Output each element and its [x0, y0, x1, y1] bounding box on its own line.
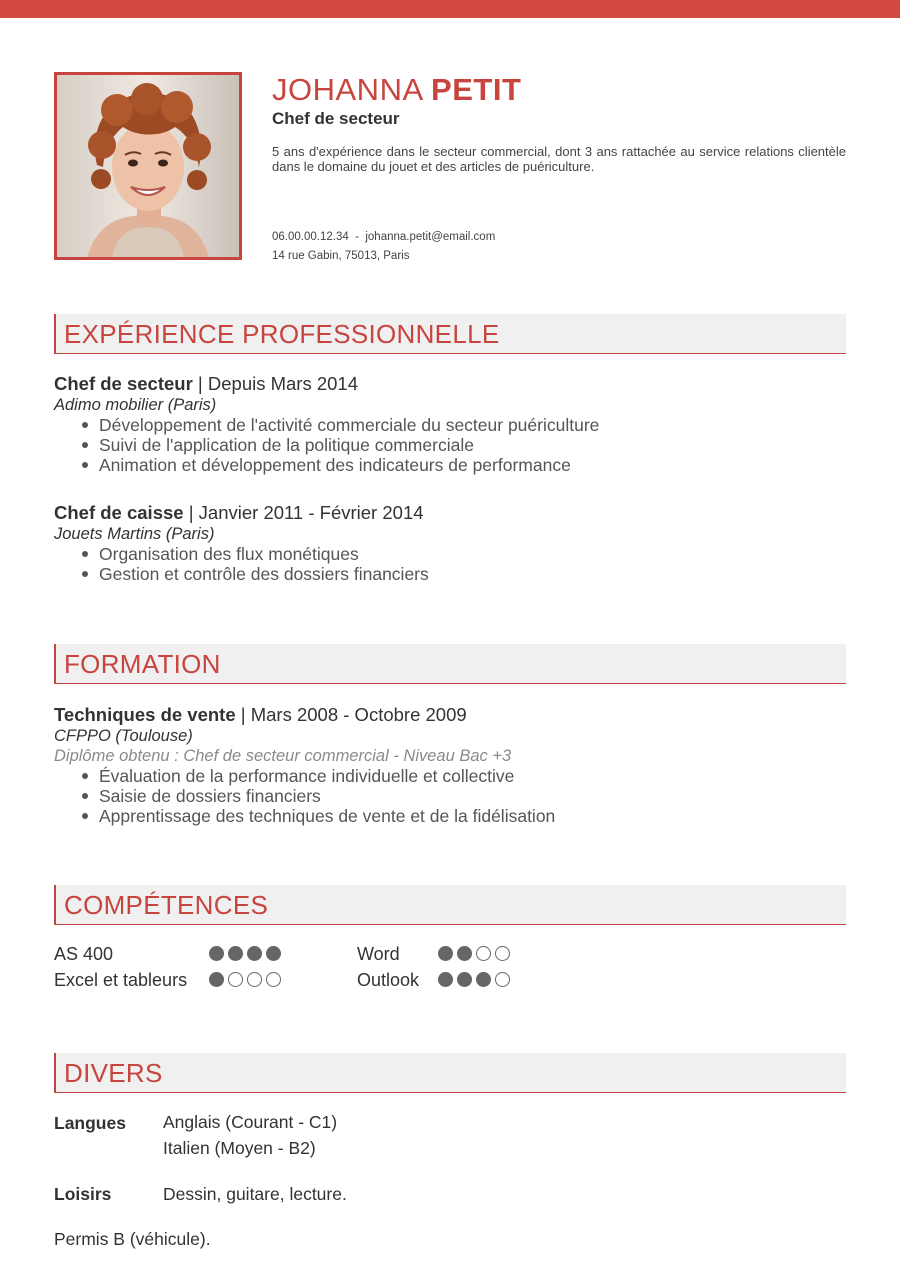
rating-dot-empty: [476, 946, 491, 961]
list-item: Suivi de l'application de la politique commerciale: [82, 435, 846, 455]
entry-bullet-list: [82, 544, 846, 584]
contact-phone-email: 06.00.00.12.34 - johanna.petit@email.com: [272, 231, 496, 243]
entry-company: Jouets Martins (Paris): [54, 525, 215, 543]
hobbies-label: Loisirs: [54, 1184, 112, 1204]
contact-info: [272, 228, 495, 266]
driving-license: Permis B (véhicule).: [54, 1229, 211, 1249]
rating-dot-filled: [438, 946, 453, 961]
entry-period: | Janvier 2011 - Février 2014: [183, 502, 424, 523]
rating-dot-filled: [438, 972, 453, 987]
list-item: Développement de l'activité commerciale du secteur puériculture: [82, 415, 846, 435]
first-name: JOHANNA: [272, 72, 422, 107]
entry-bullet-list: [82, 766, 846, 826]
section-header-education: [54, 644, 846, 684]
skill-name: Word: [357, 944, 400, 964]
last-name: PETIT: [431, 72, 522, 107]
section-header-misc: [54, 1053, 846, 1093]
list-item: Saisie de dossiers financiers: [82, 786, 846, 806]
list-item: Évaluation de la performance individuelle et collective: [82, 766, 846, 786]
candidate-name: [272, 72, 846, 108]
entry-school: CFPPO (Toulouse): [54, 727, 193, 745]
entry-title: [54, 704, 846, 726]
rating-dot-empty: [266, 972, 281, 987]
experience-entry: [54, 502, 846, 584]
entry-role: Chef de caisse: [54, 502, 184, 523]
section-title-skills: COMPÉTENCES: [64, 890, 269, 920]
section-title-education: FORMATION: [64, 649, 221, 679]
section-title-experience: EXPÉRIENCE PROFESSIONNELLE: [64, 319, 500, 349]
section-title-misc: DIVERS: [64, 1058, 163, 1088]
section-header-experience: [54, 314, 846, 354]
list-item: Animation et développement des indicateurs de performance: [82, 455, 846, 475]
skill-name: Outlook: [357, 970, 420, 990]
skill-rating: [209, 972, 281, 987]
contact-address: 14 rue Gabin, 75013, Paris: [272, 250, 410, 262]
rating-dot-empty: [495, 946, 510, 961]
entry-diploma: Diplôme obtenu : Chef de secteur commercial - Niveau Bac +3: [54, 747, 512, 765]
section-header-skills: [54, 885, 846, 925]
entry-role: Chef de secteur: [54, 373, 193, 394]
list-item: Organisation des flux monétiques: [82, 544, 846, 564]
rating-dot-filled: [247, 946, 262, 961]
job-title: Chef de secteur: [272, 109, 400, 128]
skill-rating: [438, 972, 510, 987]
rating-dot-filled: [228, 946, 243, 961]
skill-rating: [209, 946, 281, 961]
entry-company: Adimo mobilier (Paris): [54, 396, 217, 414]
profile-header: [272, 72, 846, 174]
skill-rating: [438, 946, 510, 961]
rating-dot-empty: [228, 972, 243, 987]
education-entry: [54, 704, 846, 826]
list-item: Gestion et contrôle des dossiers financiers: [82, 564, 846, 584]
experience-entry: [54, 373, 846, 475]
rating-dot-filled: [209, 972, 224, 987]
rating-dot-empty: [247, 972, 262, 987]
language-item: Italien (Moyen - B2): [163, 1138, 316, 1158]
entry-title: [54, 373, 846, 395]
language-item: Anglais (Courant - C1): [163, 1112, 338, 1132]
rating-dot-filled: [209, 946, 224, 961]
languages-list: [163, 1109, 337, 1161]
hobbies-value: Dessin, guitare, lecture.: [163, 1184, 347, 1204]
portrait-photo-icon: [57, 75, 239, 257]
rating-dot-filled: [457, 972, 472, 987]
entry-course: Techniques de vente: [54, 704, 236, 725]
entry-title: [54, 502, 846, 524]
entry-period: | Depuis Mars 2014: [192, 373, 359, 394]
top-accent-bar: [0, 0, 900, 18]
rating-dot-filled: [457, 946, 472, 961]
rating-dot-empty: [495, 972, 510, 987]
entry-period: | Mars 2008 - Octobre 2009: [235, 704, 467, 725]
list-item: Apprentissage des techniques de vente et de la fidélisation: [82, 806, 846, 826]
entry-bullet-list: [82, 415, 846, 475]
rating-dot-filled: [266, 946, 281, 961]
skill-name: Excel et tableurs: [54, 970, 188, 990]
profile-summary: 5 ans d'expérience dans le secteur commercial, dont 3 ans rattachée au service relations clientèle dans le domaine du jouet et des articles de puériculture.: [272, 144, 846, 174]
languages-label: Langues: [54, 1113, 126, 1133]
profile-photo: [54, 72, 242, 260]
skill-name: AS 400: [54, 944, 114, 964]
rating-dot-filled: [476, 972, 491, 987]
